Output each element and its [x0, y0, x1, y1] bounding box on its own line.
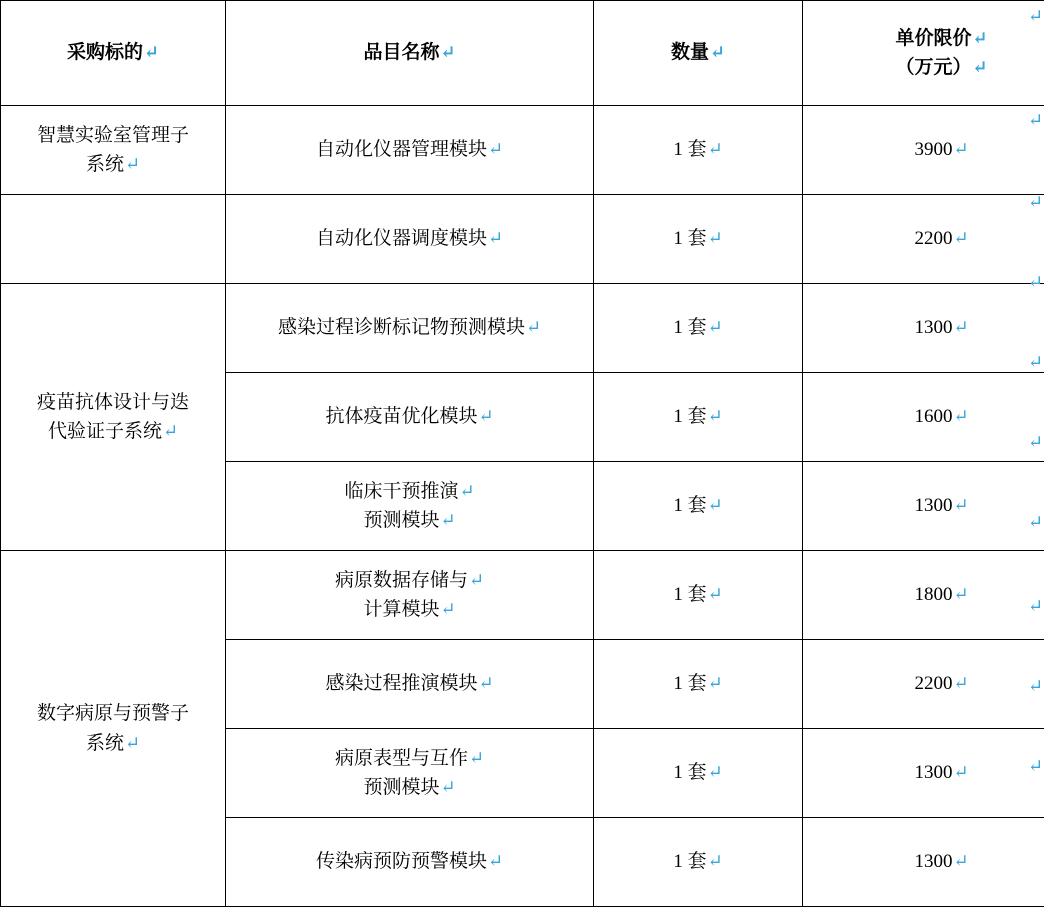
subject-line-2: 系统 [86, 154, 124, 175]
paragraph-mark-icon: ↵ [707, 317, 723, 337]
cell-unit-price [803, 729, 1044, 818]
header-qty-line-1: 数量 [671, 42, 709, 63]
cell-item-name [226, 373, 594, 462]
cell-unit-price [803, 284, 1044, 373]
cell-subject [1, 106, 226, 195]
qty-line-1: 1 套 [673, 228, 706, 249]
paragraph-mark-icon: ↵ [439, 42, 455, 62]
price-line-1: 1800 [914, 584, 952, 605]
cell-unit-price [803, 818, 1044, 907]
paragraph-mark-icon: ↵ [439, 777, 455, 797]
paragraph-mark-icon: ↵ [971, 28, 987, 48]
cell-quantity [594, 106, 803, 195]
paragraph-mark-icon: ↵ [1028, 6, 1043, 27]
paragraph-mark-icon: ↵ [487, 851, 503, 871]
paragraph-mark-icon: ↵ [952, 584, 968, 604]
cell-unit-price [803, 462, 1044, 551]
qty-line-1: 1 套 [673, 406, 706, 427]
cell-item-name [226, 462, 594, 551]
paragraph-mark-icon: ↵ [487, 139, 503, 159]
table-row [1, 551, 1044, 640]
price-line-1: 1300 [914, 317, 952, 338]
paragraph-mark-icon: ↵ [477, 673, 493, 693]
subject-line-1: 数字病原与预警子 [37, 703, 189, 724]
paragraph-mark-icon: ↵ [952, 317, 968, 337]
paragraph-mark-icon: ↵ [707, 139, 723, 159]
item-line-1: 临床干预推演 [344, 481, 458, 502]
paragraph-mark-icon: ↵ [1028, 432, 1043, 453]
price-line-1: 3900 [914, 139, 952, 160]
item-line-1: 感染过程诊断标记物预测模块 [278, 317, 525, 338]
paragraph-mark-icon: ↵ [1028, 512, 1043, 533]
item-line-1: 自动化仪器管理模块 [316, 139, 487, 160]
header-cell-subject [1, 1, 226, 106]
cell-item-name [226, 195, 594, 284]
paragraph-mark-icon: ↵ [1028, 756, 1043, 777]
cell-unit-price [803, 373, 1044, 462]
paragraph-mark-icon: ↵ [707, 228, 723, 248]
subject-empty [7, 224, 219, 253]
paragraph-mark-icon: ↵ [707, 495, 723, 515]
header-cell-item-name [226, 1, 594, 106]
qty-line-1: 1 套 [673, 317, 706, 338]
cell-quantity [594, 373, 803, 462]
cell-subject [1, 551, 226, 907]
item-line-1: 传染病预防预警模块 [316, 851, 487, 872]
paragraph-mark-icon: ↵ [952, 406, 968, 426]
paragraph-mark-icon: ↵ [952, 228, 968, 248]
header-cell-unit-price-limit [803, 1, 1044, 106]
cell-quantity [594, 551, 803, 640]
paragraph-mark-icon: ↵ [709, 42, 725, 62]
table-row [1, 106, 1044, 195]
item-line-1: 病原表型与互作 [335, 748, 468, 769]
paragraph-mark-icon: ↵ [1028, 596, 1043, 617]
cell-item-name [226, 640, 594, 729]
paragraph-mark-icon: ↵ [124, 154, 140, 174]
paragraph-mark-icon: ↵ [952, 495, 968, 515]
cell-quantity [594, 729, 803, 818]
price-line-1: 2200 [914, 228, 952, 249]
cell-quantity [594, 818, 803, 907]
paragraph-mark-icon: ↵ [468, 748, 484, 768]
cell-unit-price [803, 106, 1044, 195]
header-subject-line-1: 采购标的 [67, 42, 143, 63]
item-line-2: 计算模块 [363, 599, 439, 620]
table-body [1, 1, 1044, 907]
table-row [1, 195, 1044, 284]
cell-item-name [226, 551, 594, 640]
qty-line-1: 1 套 [673, 584, 706, 605]
item-line-1: 抗体疫苗优化模块 [325, 406, 477, 427]
paragraph-mark-icon: ↵ [143, 42, 159, 62]
paragraph-mark-icon: ↵ [1028, 272, 1043, 293]
paragraph-mark-icon: ↵ [707, 406, 723, 426]
paragraph-mark-icon: ↵ [971, 57, 987, 77]
table-row [1, 284, 1044, 373]
cell-item-name [226, 284, 594, 373]
paragraph-mark-icon: ↵ [439, 510, 455, 530]
header-price-line-2: （万元） [895, 57, 971, 78]
paragraph-mark-icon: ↵ [707, 762, 723, 782]
paragraph-mark-icon: ↵ [952, 851, 968, 871]
paragraph-mark-icon: ↵ [487, 228, 503, 248]
item-line-1: 病原数据存储与 [335, 570, 468, 591]
header-price-line-1: 单价限价 [895, 28, 971, 49]
cell-quantity [594, 640, 803, 729]
paragraph-mark-icon: ↵ [952, 139, 968, 159]
cell-quantity [594, 195, 803, 284]
cell-unit-price [803, 195, 1044, 284]
item-line-2: 预测模块 [363, 510, 439, 531]
cell-item-name [226, 729, 594, 818]
paragraph-mark-icon: ↵ [952, 673, 968, 693]
header-item-line-1: 品目名称 [363, 42, 439, 63]
paragraph-mark-icon: ↵ [124, 733, 140, 753]
subject-line-2: 系统 [86, 733, 124, 754]
cell-item-name [226, 818, 594, 907]
subject-line-1: 疫苗抗体设计与迭 [37, 392, 189, 413]
cell-quantity [594, 462, 803, 551]
header-cell-quantity [594, 1, 803, 106]
paragraph-mark-icon: ↵ [468, 570, 484, 590]
cell-unit-price [803, 551, 1044, 640]
subject-line-1: 智慧实验室管理子 [37, 125, 189, 146]
paragraph-mark-icon: ↵ [162, 421, 178, 441]
cell-item-name [226, 106, 594, 195]
paragraph-mark-icon: ↵ [707, 851, 723, 871]
paragraph-mark-icon: ↵ [525, 317, 541, 337]
price-line-1: 1600 [914, 406, 952, 427]
paragraph-mark-icon: ↵ [1028, 192, 1043, 213]
price-line-1: 1300 [914, 762, 952, 783]
price-line-1: 1300 [914, 495, 952, 516]
item-line-1: 感染过程推演模块 [325, 673, 477, 694]
qty-line-1: 1 套 [673, 495, 706, 516]
qty-line-1: 1 套 [673, 851, 706, 872]
paragraph-mark-icon: ↵ [477, 406, 493, 426]
cell-subject [1, 195, 226, 284]
qty-line-1: 1 套 [673, 139, 706, 160]
subject-line-2: 代验证子系统 [48, 421, 162, 442]
cell-unit-price [803, 640, 1044, 729]
item-line-1: 自动化仪器调度模块 [316, 228, 487, 249]
paragraph-mark-icon: ↵ [439, 599, 455, 619]
qty-line-1: 1 套 [673, 673, 706, 694]
paragraph-mark-icon: ↵ [1028, 352, 1043, 373]
table-header-row [1, 1, 1044, 106]
item-line-2: 预测模块 [363, 777, 439, 798]
qty-line-1: 1 套 [673, 762, 706, 783]
price-line-1: 2200 [914, 673, 952, 694]
paragraph-mark-icon: ↵ [707, 673, 723, 693]
cell-subject [1, 284, 226, 551]
paragraph-mark-icon: ↵ [1028, 110, 1043, 131]
paragraph-mark-icon: ↵ [1028, 676, 1043, 697]
cell-quantity [594, 284, 803, 373]
paragraph-mark-icon: ↵ [707, 584, 723, 604]
paragraph-mark-icon: ↵ [458, 481, 474, 501]
paragraph-mark-icon: ↵ [952, 762, 968, 782]
outside-paragraph-marks [1028, 0, 1044, 844]
price-line-1: 1300 [914, 851, 952, 872]
